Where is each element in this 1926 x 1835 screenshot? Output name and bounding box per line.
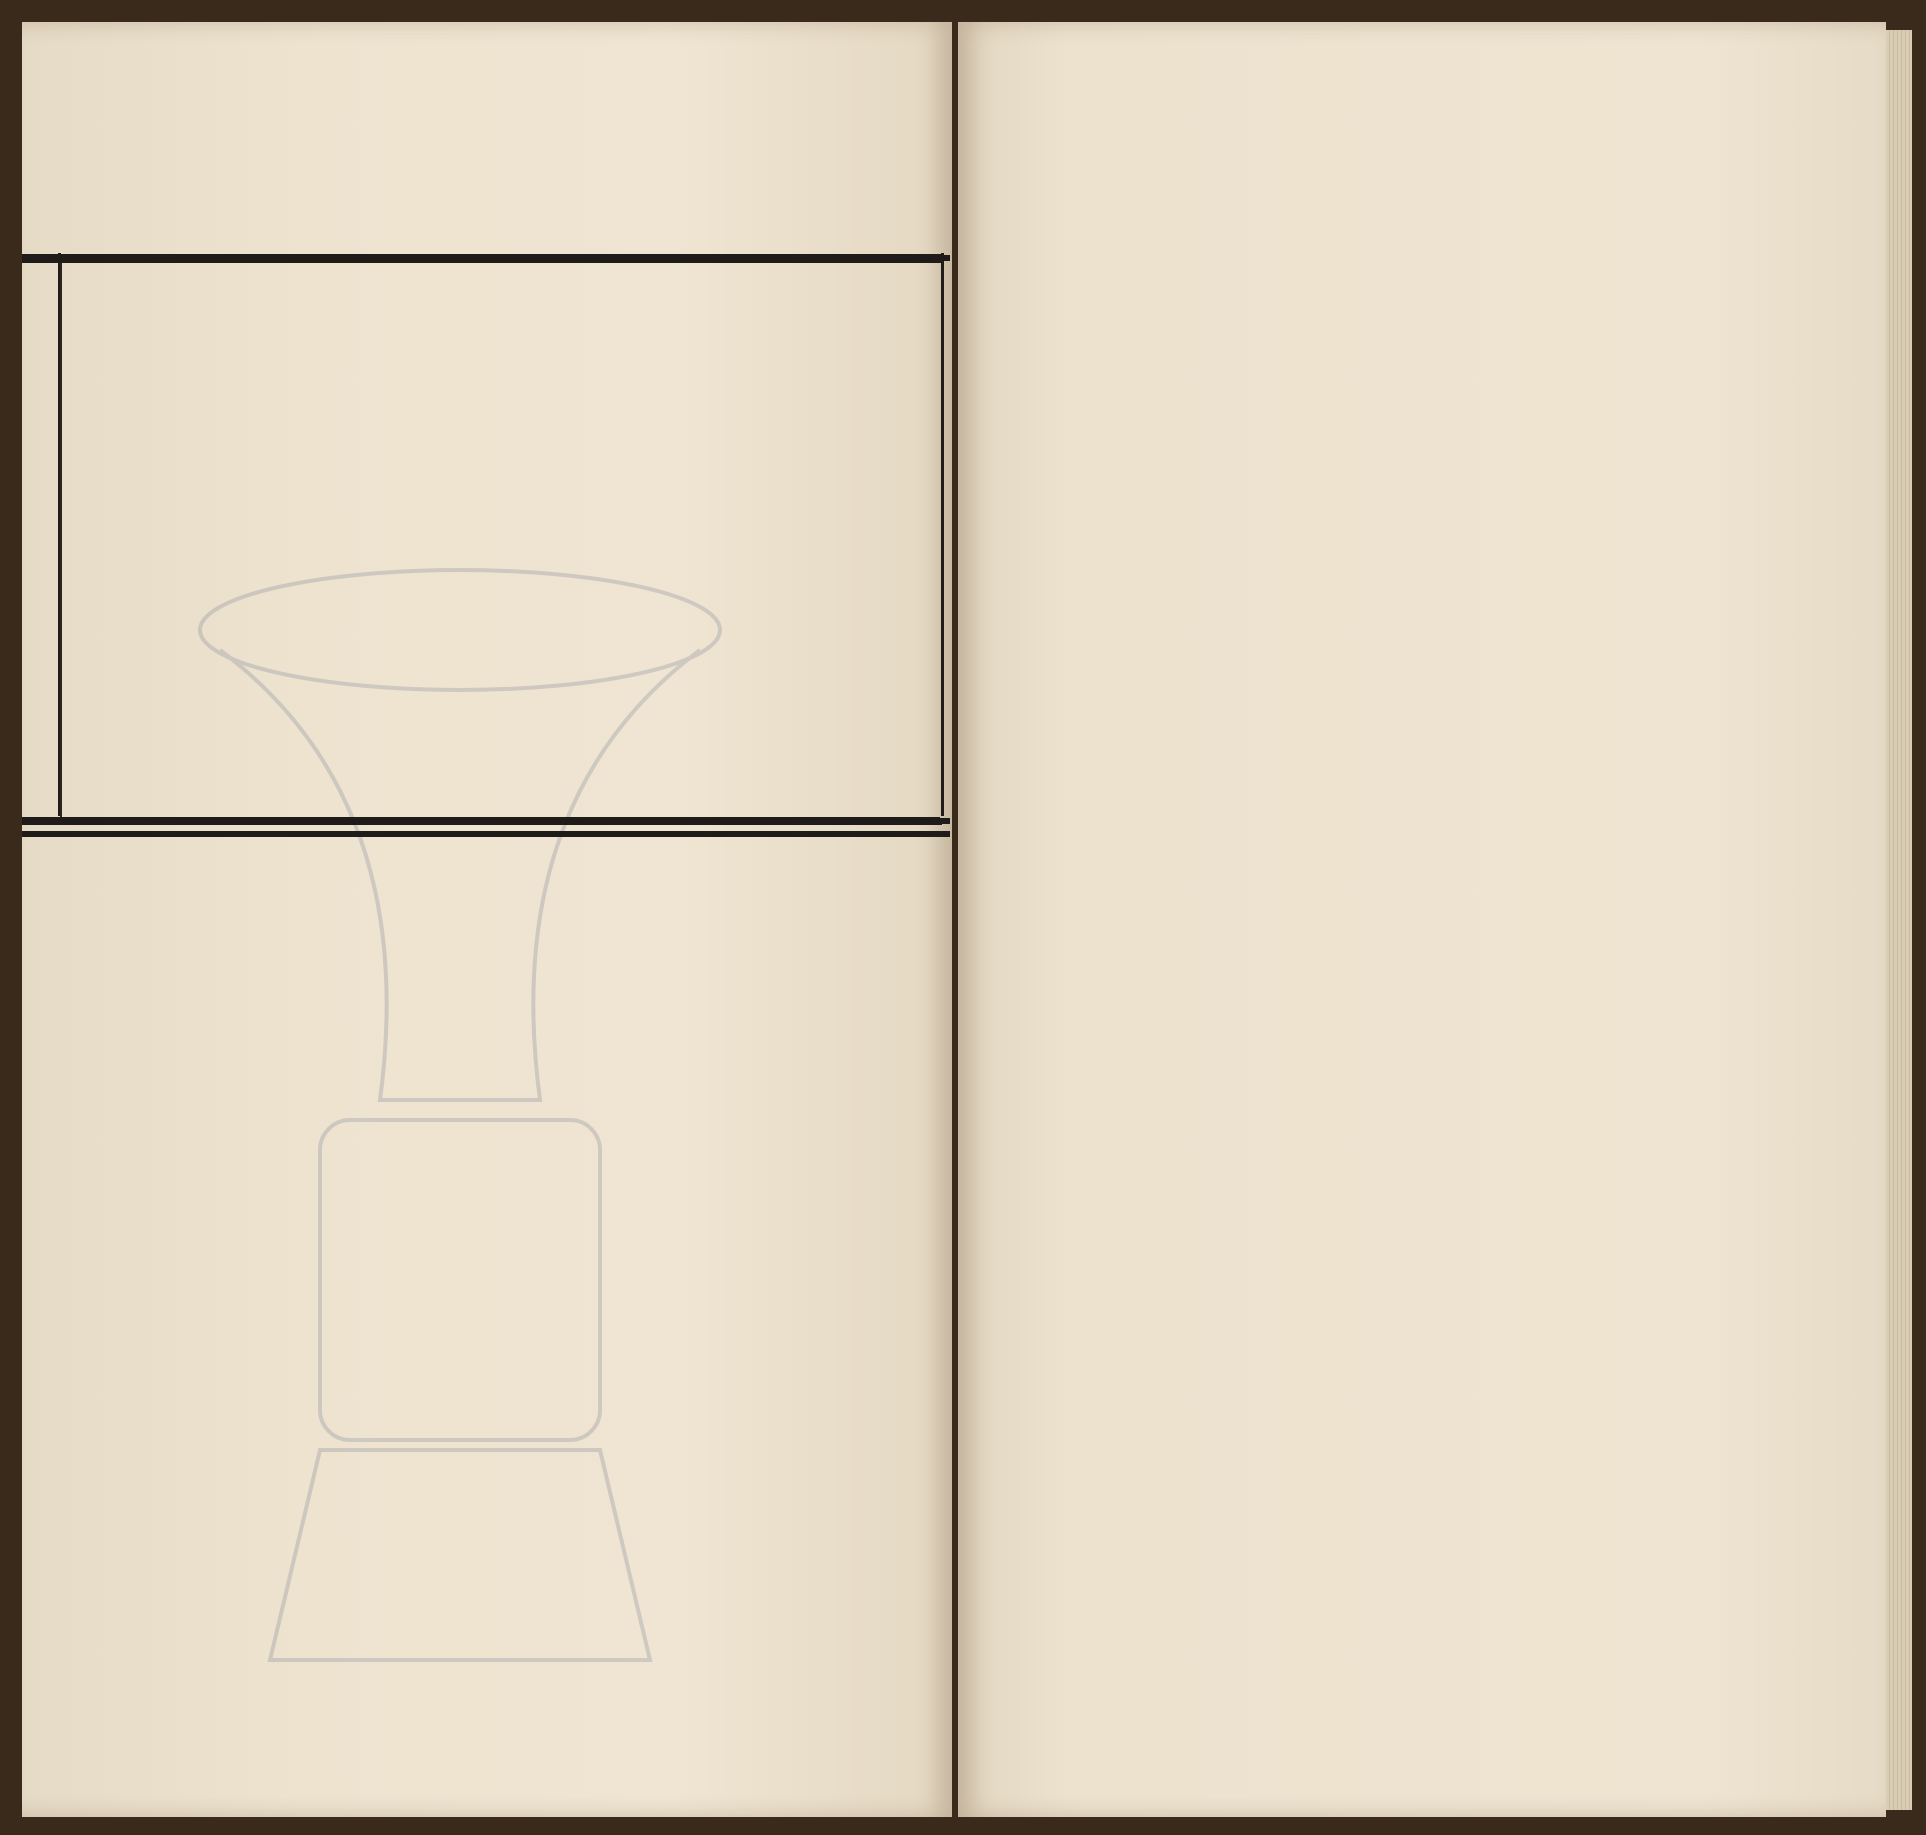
left-text-area	[22, 255, 940, 825]
